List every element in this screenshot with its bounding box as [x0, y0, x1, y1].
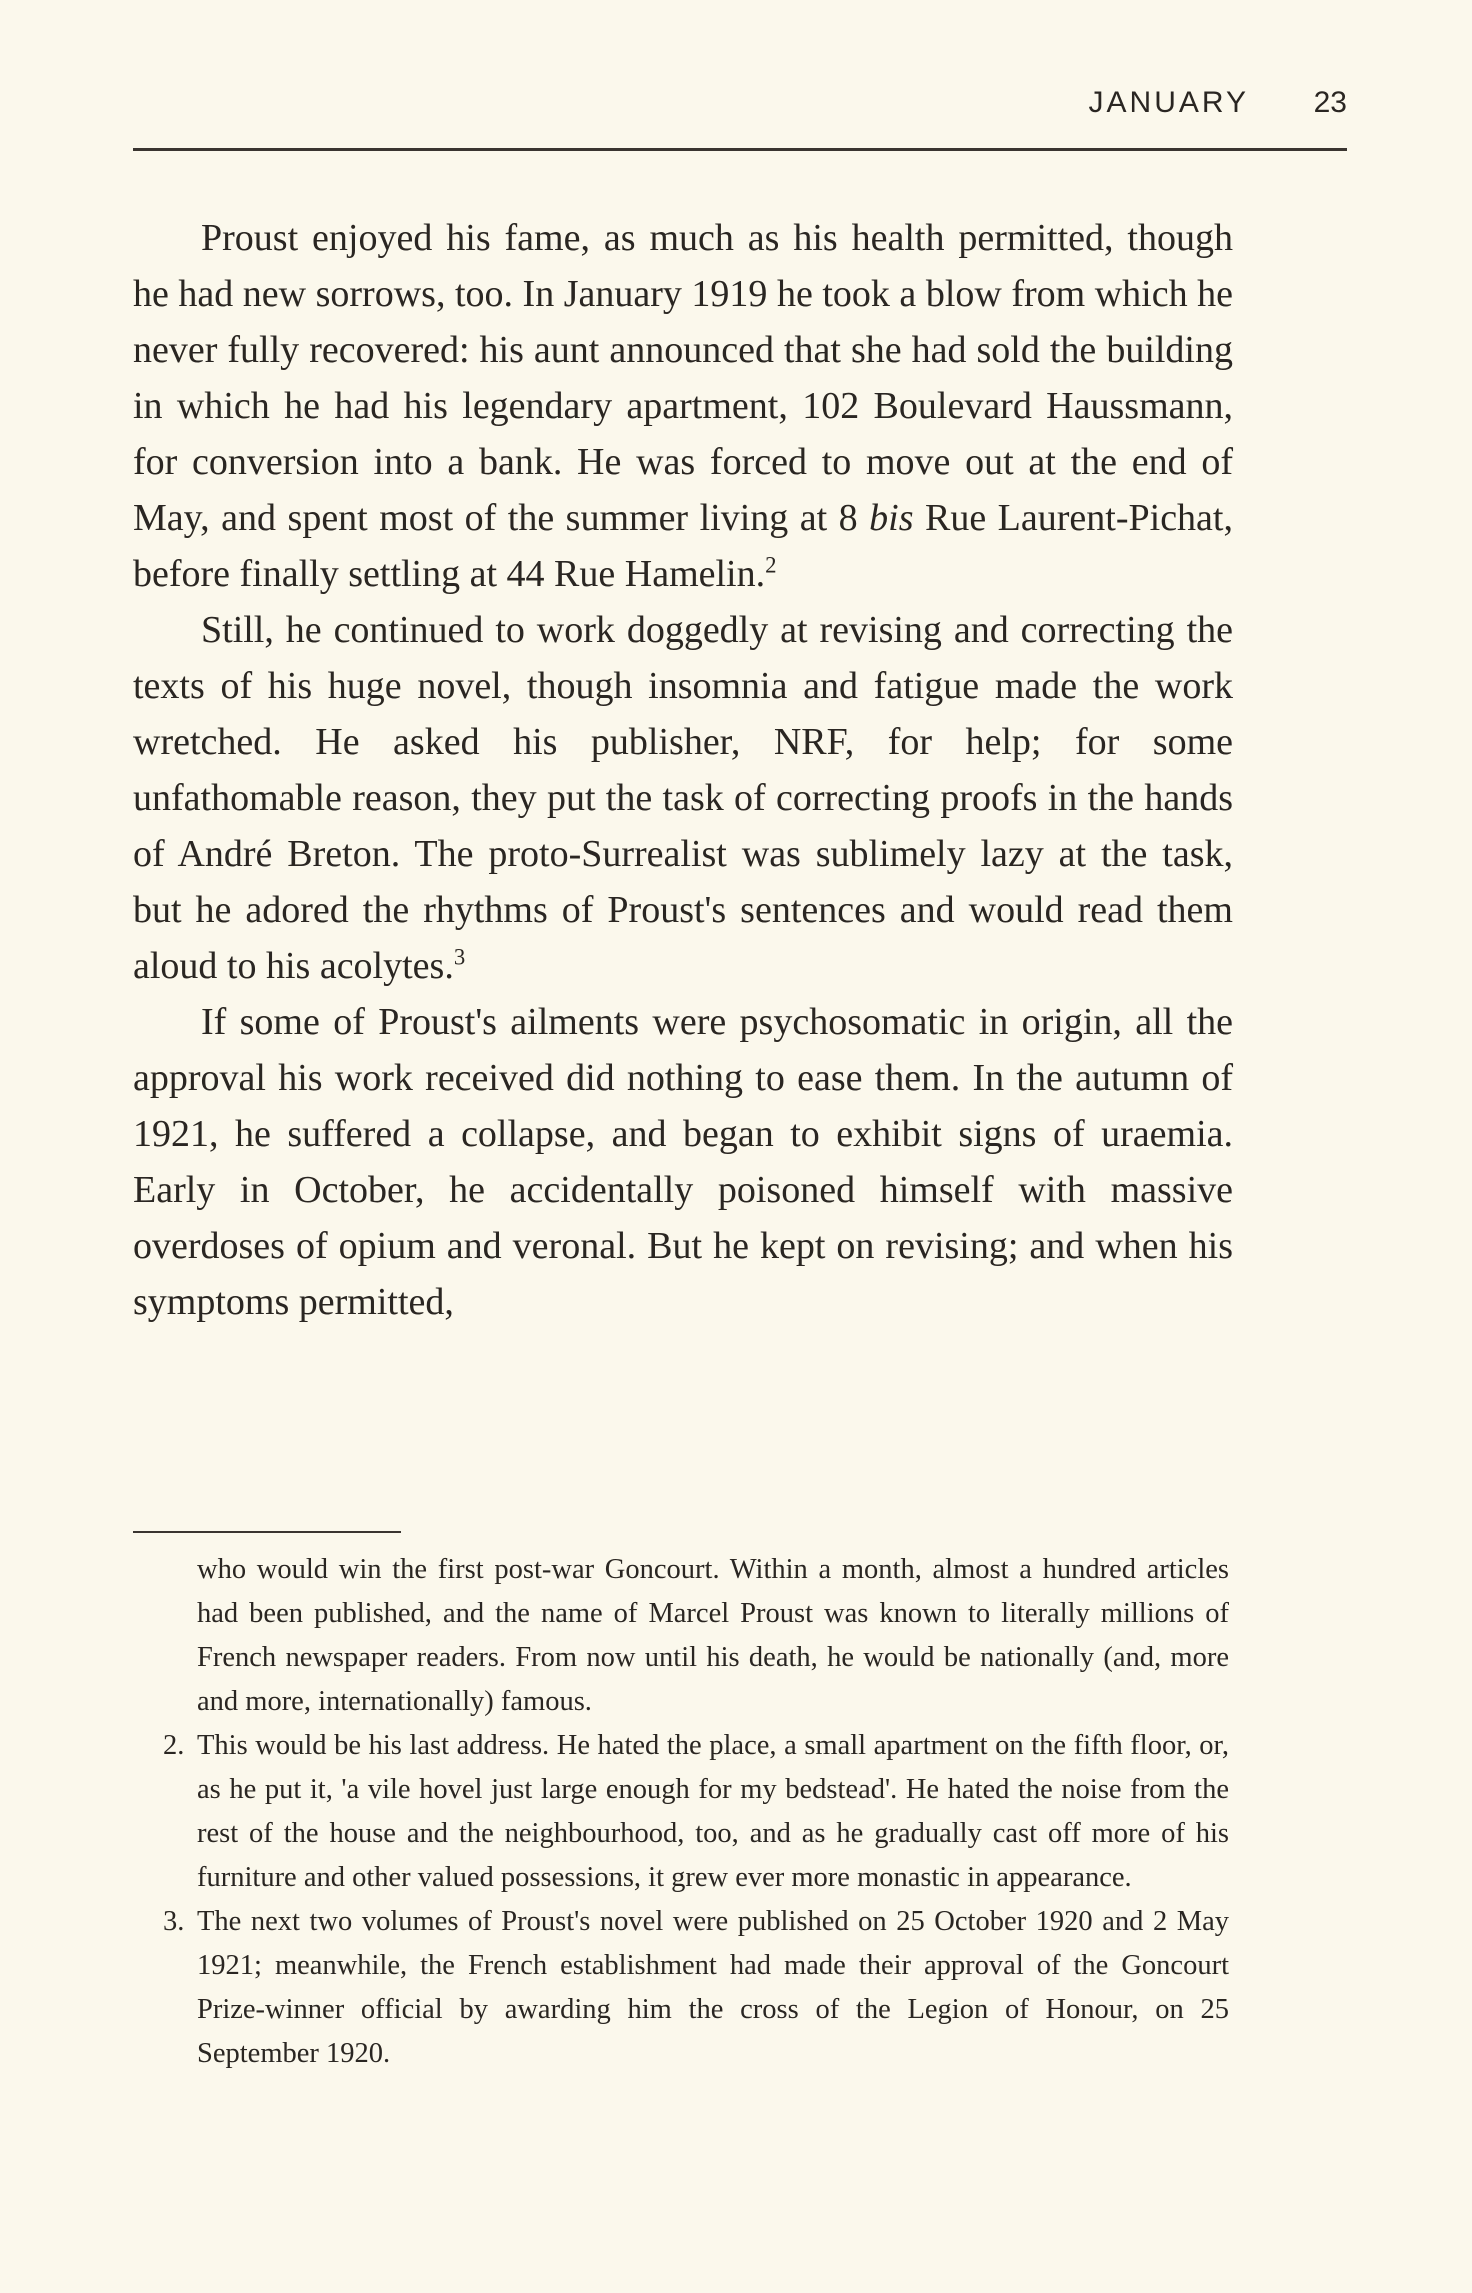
footnote-rule: [133, 1531, 401, 1533]
paragraph-1-text: Proust enjoyed his fame, as much as his health permitted, though he had new sorrows, too. In January 1919 he took a blow from which he never fully recovered: his aunt announced that she had sold the building in which he had his legendary apartment, 102 Boulevard Haussmann, for conversion into a bank. He was forced to move out at the end of May, and spent most of the summer living at 8: [133, 217, 1233, 539]
footnote-continuation: [133, 1548, 1229, 1724]
footnote-continuation-text: who would win the first post-war Goncourt. Within a month, almost a hundred articles had been published, and the name of Marcel Proust was known to literally millions of French newspaper readers. From now until his death, he would be nationally (and, more and more, internationally) famous.: [197, 1554, 1229, 1717]
footnote-2: [133, 1724, 1229, 1900]
footnote-3-text: The next two volumes of Proust's novel were published on 25 October 1920 and 2 May 1921; meanwhile, the French establishment had made their approval of the Goncourt Prize-winner official by awarding him the cross of the Legion of Honour, on 25 September 1920.: [197, 1906, 1229, 2069]
page-number: 23: [1313, 86, 1347, 119]
footnote-ref-2[interactable]: 2: [765, 552, 777, 578]
header-rule: [133, 148, 1347, 151]
section-title: JANUARY: [1088, 86, 1249, 119]
footnote-2-number: 2.: [163, 1730, 185, 1761]
paragraph-1-italic: bis: [869, 497, 914, 539]
footnote-3: [133, 1900, 1229, 2076]
paragraph-1-text-end: Rue Laurent-Pichat, before finally settling at 44 Rue Hamelin.: [133, 497, 1233, 595]
paragraph-2: [133, 602, 1233, 994]
footnote-ref-3[interactable]: 3: [453, 944, 466, 970]
paragraph-3-text: If some of Proust's ailments were psychosomatic in origin, all the approval his work received did nothing to ease them. In the autumn of 1921, he suffered a collapse, and began to exhibit signs of uraemia. Early in October, he accidentally poisoned himself with massive overdoses of opium and veronal. But he kept on revising; and when his symptoms permitted,: [133, 1001, 1233, 1323]
body-text: [133, 210, 1233, 1330]
paragraph-2-text: Still, he continued to work doggedly at revising and correcting the texts of his huge novel, though insomnia and fatigue made the work wretched. He asked his publisher, NRF, for help; for some unfathomable reason, they put the task of correcting proofs in the hands of André Breton. The proto-Surrealist was sublimely lazy at the task, but he adored the rhythms of Proust's sentences and would read them aloud to his acolytes.: [133, 609, 1233, 987]
footnote-2-text: This would be his last address. He hated the place, a small apartment on the fifth floor, or, as he put it, 'a vile hovel just large enough for my bedstead'. He hated the noise from the rest of the house and the neighbourhood, too, and as he gradually cast off more of his furniture and other valued possessions, it grew ever more monastic in appearance.: [197, 1730, 1229, 1893]
running-head: [133, 86, 1347, 126]
paragraph-3: [133, 994, 1233, 1330]
footnotes: [133, 1548, 1229, 2076]
footnote-3-number: 3.: [163, 1906, 185, 1937]
paragraph-1: [133, 210, 1233, 602]
